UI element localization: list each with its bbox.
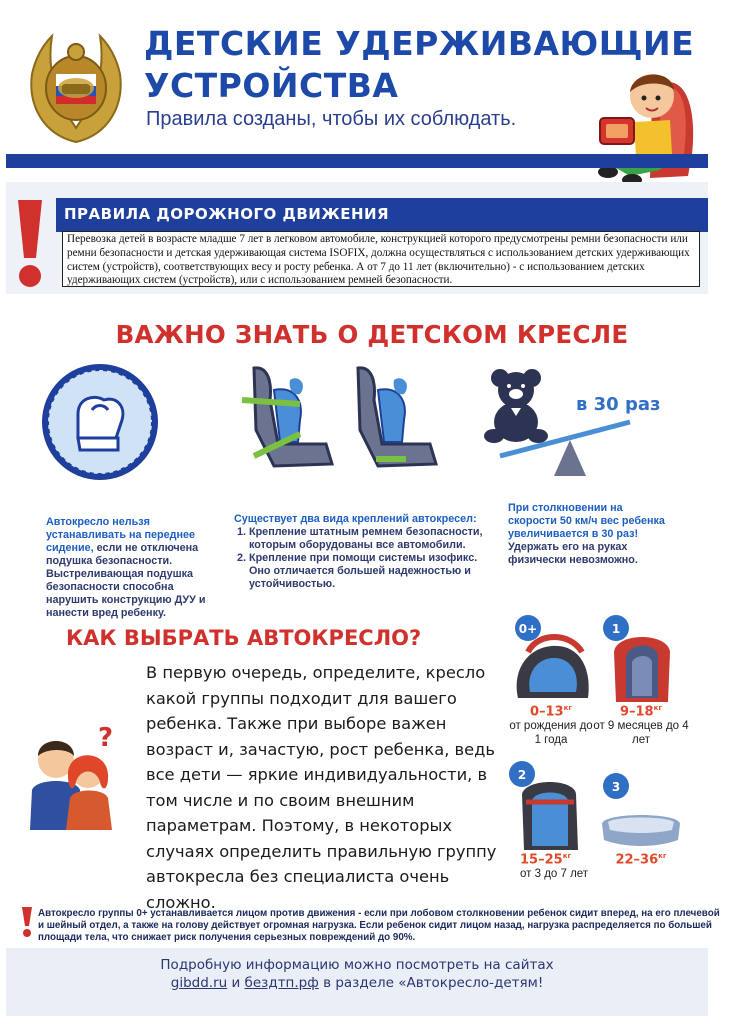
group-badge: 2 <box>517 768 527 782</box>
info-crash-highlight: При столкновении на скорости 50 км/ч вес ребенка увеличивается в 30 раз! <box>508 502 665 540</box>
info-fastening <box>234 513 484 591</box>
rules-text: Перевозка детей в возрасте младше 7 лет в легковом автомобиле, конструкцией которого предусмотрены ремни безопасности или ремни безопасности и детская удерживающая система ISOFIX, должна осуществляться с использованием детских удерживающих систем (устройств), соответствующих весу и росту ребенка. А от 7 до 11 лет (включительно) - с использованием детских удерживающих систем (устройств), или с использованием ремней безопасности. <box>62 231 700 287</box>
group-1-info <box>590 704 692 747</box>
link-gibdd[interactable]: gibdd.ru <box>170 975 228 991</box>
header-divider-bar <box>6 154 708 168</box>
group-range: 9–18 <box>619 704 654 720</box>
footer-and: и <box>227 975 245 991</box>
choose-text: В первую очередь, определите, кресло какой группы подходит для вашего ребенка. Также при выборе важен возраст и, зачастую, рост ребенка, ведь все дети — яркие индивидуальности, в том числе и по своим внешним параметрам. Поэтому, в некоторых случаях определить правильную группу автокресла без специалиста очень сложно. <box>146 663 497 912</box>
info-fastening-item: 1. Крепление штатным ремнем безопасности, которым оборудованы все автомобили. <box>249 526 484 552</box>
boy-in-car-seat-illustration <box>580 58 710 188</box>
page-title-line1: ДЕТСКИЕ УДЕРЖИВАЮЩИЕ <box>144 24 695 63</box>
page-title-line2: УСТРОЙСТВА <box>144 66 399 105</box>
group-unit: кг <box>562 852 572 860</box>
info-airbag-highlight: Автокресло нельзя устанавливать на переднее сидение, <box>46 516 196 554</box>
link-bezdtp[interactable]: бездтп.рф <box>244 975 319 991</box>
group-badge: 0+ <box>518 622 538 636</box>
airbag-icon <box>38 360 162 484</box>
group-badge: 1 <box>611 622 621 636</box>
important-section-title: ВАЖНО ЗНАТЬ О ДЕТСКОМ КРЕСЛЕ <box>115 320 629 349</box>
rules-heading: ПРАВИЛА ДОРОЖНОГО ДВИЖЕНИЯ <box>64 205 390 223</box>
info-airbag-text: если не отключена подушка безопасности. Выстреливающая подушка безопасности способна нарушить конструкцию ДУУ и нанести вред ребенку. <box>46 542 206 619</box>
group-range: 0–13 <box>529 704 564 720</box>
group-3-info <box>596 852 686 867</box>
group-2-seat-icon <box>506 760 596 852</box>
group-unit: кг <box>653 704 663 712</box>
group-desc: от рождения до 1 года <box>509 720 593 747</box>
thinking-parents-illustration <box>16 720 126 830</box>
group-1-seat-icon <box>596 612 686 704</box>
group0-note: Автокресло группы 0+ устанавливается лицом против движения - если при лобовом столкновении ребенок сидит вперед, на его плечевой и шейный отдел, а также на голову действует огромная нагрузка. Если ребенок сидит лицом назад, нагрузка распределяется по большей площади тела, что снижает риск получения серьезных повреждений до 90%. <box>38 908 720 943</box>
times-label: в 30 раз <box>576 394 661 415</box>
group-range: 22–36 <box>615 852 659 868</box>
choose-section-title: КАК ВЫБРАТЬ АВТОКРЕСЛО? <box>66 626 422 650</box>
info-fastening-heading: Существует два вида креплений автокресел: <box>234 513 477 525</box>
group-desc: от 3 до 7 лет <box>520 868 589 881</box>
info-crash <box>508 502 668 567</box>
group-unit: кг <box>563 704 573 712</box>
group-0-seat-icon <box>508 612 594 704</box>
footer-rest: в разделе «Автокресло-детям! <box>318 975 544 991</box>
exclamation-icon <box>10 196 50 292</box>
exclamation-small-icon <box>20 906 34 938</box>
footer-line1: Подробную информацию можно посмотреть на сайтах <box>160 957 554 973</box>
group-desc: от 9 месяцев до 4 лет <box>593 720 689 747</box>
page-subtitle: Правила созданы, чтобы их соблюдать. <box>146 108 517 130</box>
svg-text:?: ? <box>98 723 114 753</box>
info-fastening-item: 2. Крепление при помощи системы изофикс. Оно отличается большей надежностью и устойчивостью. <box>249 552 484 591</box>
car-seats-fastening-icon <box>234 360 442 486</box>
footer-line2 <box>6 975 708 991</box>
group-unit: кг <box>658 852 667 860</box>
gibdd-emblem-icon <box>22 30 130 148</box>
info-airbag <box>46 516 216 620</box>
group-0-info <box>508 704 594 747</box>
group-2-info <box>504 852 594 881</box>
group-3-booster-icon <box>596 772 686 850</box>
teddy-bear-seesaw-icon <box>480 364 680 490</box>
info-crash-text: Удержать его на руках физически невозможно. <box>508 541 638 566</box>
group-badge: 3 <box>611 780 621 794</box>
group-range: 15–25 <box>520 852 563 868</box>
